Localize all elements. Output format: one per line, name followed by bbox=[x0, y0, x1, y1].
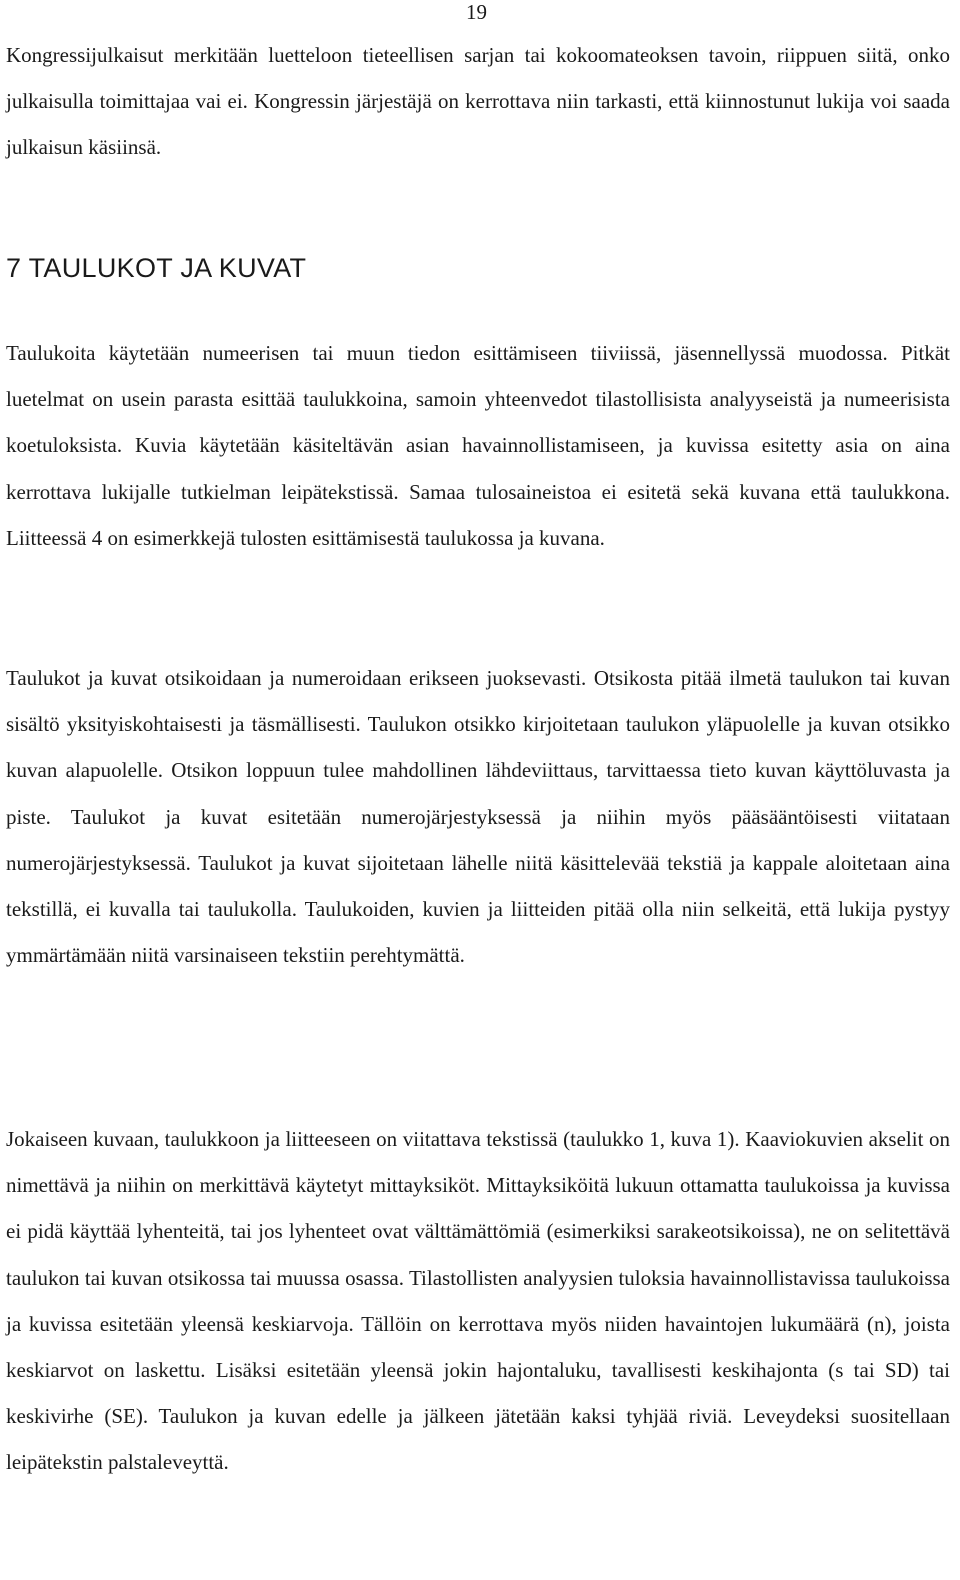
intro-paragraph bbox=[6, 32, 950, 171]
paragraph-text: Kongressijulkaisut merkitään luetteloon tieteellisen sarjan tai kokoomateoksen tavoin, riippuen siitä, onko julkaisulla toimittajaa vai ei. Kongressin järjestäjä on kerrottava niin tarkasti, että kiinnostunut lukija voi saada julkaisun käsiinsä. bbox=[6, 43, 950, 160]
section-heading: 7 TAULUKOT JA KUVAT bbox=[6, 253, 307, 283]
body-paragraph-3 bbox=[6, 1116, 950, 1486]
page-number: 19 bbox=[466, 0, 487, 24]
paragraph-text: Jokaiseen kuvaan, taulukkoon ja liitteeseen on viitattava tekstissä (taulukko 1, kuva 1). Kaaviokuvien akselit on nimettävä ja niihin on merkittävä käytetyt mittayksiköt. Mittayksiköitä lukuun ottamatta taulukoissa ja kuvissa ei pidä käyttää lyhenteitä, tai jos lyhenteet ovat välttämättömiä (esimerkiksi sarakeotsikoissa), ne on selitettävä taulukon tai kuvan otsikossa tai muussa osassa. Tilastollisten analyysien tuloksia havainnollistavissa taulukoissa ja kuvissa esitetään yleensä keskiarvoja. Tällöin on kerrottava myös niiden havaintojen lukumäärä (n), joista keskiarvot on laskettu. Lisäksi esitetään yleensä jokin hajontaluku, tavallisesti keskihajonta (s tai SD) tai keskivirhe (SE). Taulukon ja kuvan edelle ja jälkeen jätetään kaksi tyhjää riviä. Leveydeksi suositellaan leipätekstin palstaleveyttä. bbox=[6, 1127, 950, 1475]
body-paragraph-1 bbox=[6, 330, 950, 561]
paragraph-text: Taulukot ja kuvat otsikoidaan ja numeroidaan erikseen juoksevasti. Otsikosta pitää ilmetä taulukon tai kuvan sisältö yksityiskohtaisesti ja täsmällisesti. Taulukon otsikko kirjoitetaan taulukon yläpuolelle ja kuvan otsikko kuvan alapuolelle. Otsikon loppuun tulee mahdollinen lähdeviittaus, tarvittaessa tieto kuvan käyttöluvasta ja piste. Taulukot ja kuvat esitetään numerojärjestyksessä ja niihin myös pääsääntöisesti viitataan numerojärjestyksessä. Taulukot ja kuvat sijoitetaan lähelle niitä käsittelevää tekstiä ja kappale aloitetaan aina tekstillä, ei kuvalla tai taulukolla. Taulukoiden, kuvien ja liitteiden pitää olla niin selkeitä, että lukija pystyy ymmärtämään niitä varsinaiseen tekstiin perehtymättä. bbox=[6, 666, 950, 968]
body-paragraph-2 bbox=[6, 655, 950, 978]
paragraph-text: Taulukoita käytetään numeerisen tai muun tiedon esittämiseen tiiviissä, jäsennellyssä muodossa. Pitkät luetelmat on usein parasta esittää taulukkoina, samoin yhteenvedot tilastollisista analyyseistä ja numeerisista koetuloksista. Kuvia käytetään käsiteltävän asian havainnollistamiseen, ja kuvissa esitetty asia on aina kerrottava lukijalle tutkielman leipätekstissä. Samaa tulosaineistoa ei esitetä sekä kuvana että taulukkona. Liitteessä 4 on esimerkkejä tulosten esittämisestä taulukossa ja kuvana. bbox=[6, 341, 950, 550]
